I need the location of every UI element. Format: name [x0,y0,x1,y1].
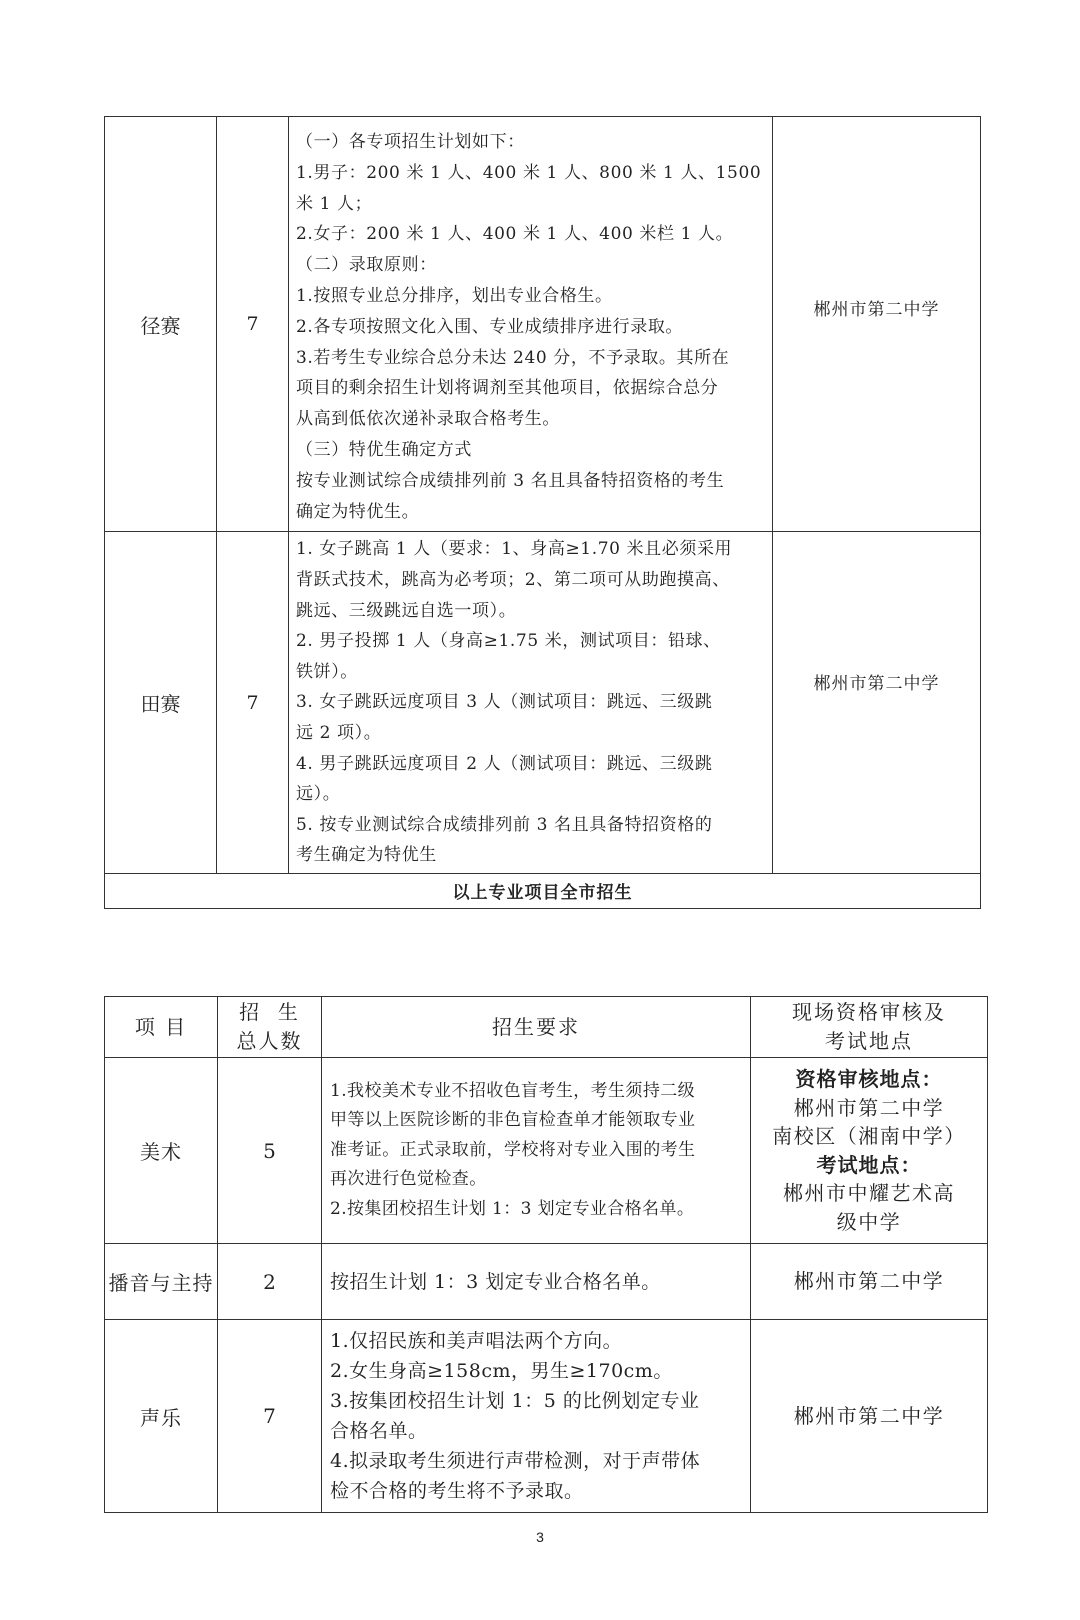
requirements-cell [322,1058,751,1244]
table-footer-row [105,873,981,908]
requirement-line: 1.男子：200 米 1 人、400 米 1 人、800 米 1 人、1500 [296,162,762,183]
requirement-line: 1. 女子跳高 1 人（要求：1、身高≥1.70 米且必须采用 [296,539,733,560]
table-row [105,1320,988,1513]
header-count [218,997,322,1058]
requirement-line: 1.按照专业总分排序，划出专业合格生。 [296,285,613,306]
sports-admission-table [104,116,981,909]
table-row [105,117,981,532]
project-name: 播音与主持 [105,1244,218,1320]
requirement-line: 按招生计划 1：3 划定专业合格名单。 [330,1270,661,1293]
requirement-line: 4. 男子跳跃远度项目 2 人（测试项目：跳远、三级跳 [296,753,713,774]
enrollment-count: 7 [218,1320,322,1513]
requirement-line: （一）各专项招生计划如下： [296,132,525,152]
exam-location-line: 级中学 [836,1209,902,1234]
requirement-line: 2.各专项按照文化入围、专业成绩排序进行录取。 [296,316,684,337]
header-location-line: 现场资格审核及 [792,1000,946,1024]
requirement-line: 3.若考生专业综合总分未达 240 分，不予录取。其所在 [296,347,730,368]
header-project: 项 目 [105,997,218,1058]
requirement-line: 3.按集团校招生计划 1：5 的比例划定专业 [330,1390,700,1412]
requirement-line: 铁饼）。 [296,661,358,682]
requirement-line: （二）录取原则： [296,255,437,276]
enrollment-count: 7 [217,532,289,874]
exam-location: 郴州市第二中学 [751,1320,988,1513]
review-location-line: 南校区（湘南中学） [772,1124,966,1148]
requirement-line: 1.仅招民族和美声唱法两个方向。 [330,1330,623,1352]
requirements-lines [296,127,766,527]
requirement-line: 按专业测试综合成绩排列前 3 名且具备特招资格的考生 [296,470,725,491]
requirement-line: 3. 女子跳跃远度项目 3 人（测试项目：跳远、三级跳 [296,692,713,713]
exam-location: 郴州市第二中学 [751,1244,988,1320]
requirement-line: 远）。 [296,784,341,805]
project-name: 美术 [105,1058,218,1244]
enrollment-count: 2 [218,1244,322,1320]
review-location-line: 郴州市第二中学 [793,1095,945,1120]
requirement-line: 确定为特优生。 [296,501,420,522]
enrollment-count: 7 [217,117,289,532]
table-header-row [105,997,988,1058]
requirement-line: 2.按集团校招生计划 1：3 划定专业合格名单。 [330,1198,695,1219]
requirements-cell [322,1320,751,1513]
requirement-line: 2. 男子投掷 1 人（身高≥1.75 米，测试项目：铅球、 [296,631,721,652]
requirement-line: 跳远、三级跳远自选一项）。 [296,600,517,621]
exam-location-line: 郴州市中耀艺术高 [783,1181,955,1205]
requirement-line: 考生确定为特优生 [296,845,437,866]
requirement-line: 5. 按专业测试综合成绩排列前 3 名且具备特招资格的 [296,814,713,835]
header-location-line: 考试地点 [825,1029,913,1053]
header-requirements: 招生要求 [322,997,751,1058]
exam-location-label: 考试地点： [816,1152,922,1177]
page-number: 3 [536,1529,544,1545]
requirement-line: 米 1 人； [296,193,373,214]
header-count-line: 总人数 [236,1029,303,1053]
exam-location: 郴州市第二中学 [773,117,981,532]
requirement-line: 背跃式技术，跳高为必考项；2、第二项可从助跑摸高、 [296,569,730,590]
header-count-line: 招 生 [239,1000,300,1024]
requirements-lines [330,1077,744,1225]
requirements-cell [289,117,773,532]
requirements-lines [330,1267,742,1297]
requirements-cell [322,1244,751,1320]
exam-location: 郴州市第二中学 [773,532,981,874]
requirement-line: 项目的剩余招生计划将调剂至其他项目，依据综合总分 [296,378,719,399]
header-location [751,997,988,1058]
arts-admission-table [104,996,988,1513]
requirement-line: （三）特优生确定方式 [296,439,472,460]
requirements-lines [330,1326,742,1506]
table-row [105,1058,988,1244]
requirement-line: 合格名单。 [330,1420,428,1442]
requirement-line: 甲等以上医院诊断的非色盲检查单才能领取专业 [330,1110,696,1131]
project-name: 田赛 [105,532,217,874]
requirement-line: 准考证。正式录取前，学校将对专业入围的考生 [330,1139,696,1160]
project-name: 声乐 [105,1320,218,1513]
requirement-line: 检不合格的考生将不予录取。 [330,1480,584,1502]
requirement-line: 2.女生身高≥158cm，男生≥170cm。 [330,1360,673,1382]
location-cell [751,1058,988,1244]
requirement-line: 4.拟录取考生须进行声带检测，对于声带体 [330,1450,701,1472]
review-location-label: 资格审核地点： [795,1067,943,1091]
project-name: 径赛 [105,117,217,532]
requirements-lines [296,534,766,871]
requirement-line: 1.我校美术专业不招收色盲考生，考生须持二级 [330,1080,696,1101]
table-row [105,1244,988,1320]
requirement-line: 远 2 项）。 [296,722,382,743]
requirement-line: 从高到低依次递补录取合格考生。 [296,409,560,430]
requirements-cell [289,532,773,874]
table-row [105,532,981,874]
enrollment-count: 5 [218,1058,322,1244]
citywide-recruitment-note: 以上专业项目全市招生 [105,873,981,908]
requirement-line: 2.女子：200 米 1 人、400 米 1 人、400 米栏 1 人。 [296,224,734,245]
requirement-line: 再次进行色觉检查。 [330,1169,487,1190]
